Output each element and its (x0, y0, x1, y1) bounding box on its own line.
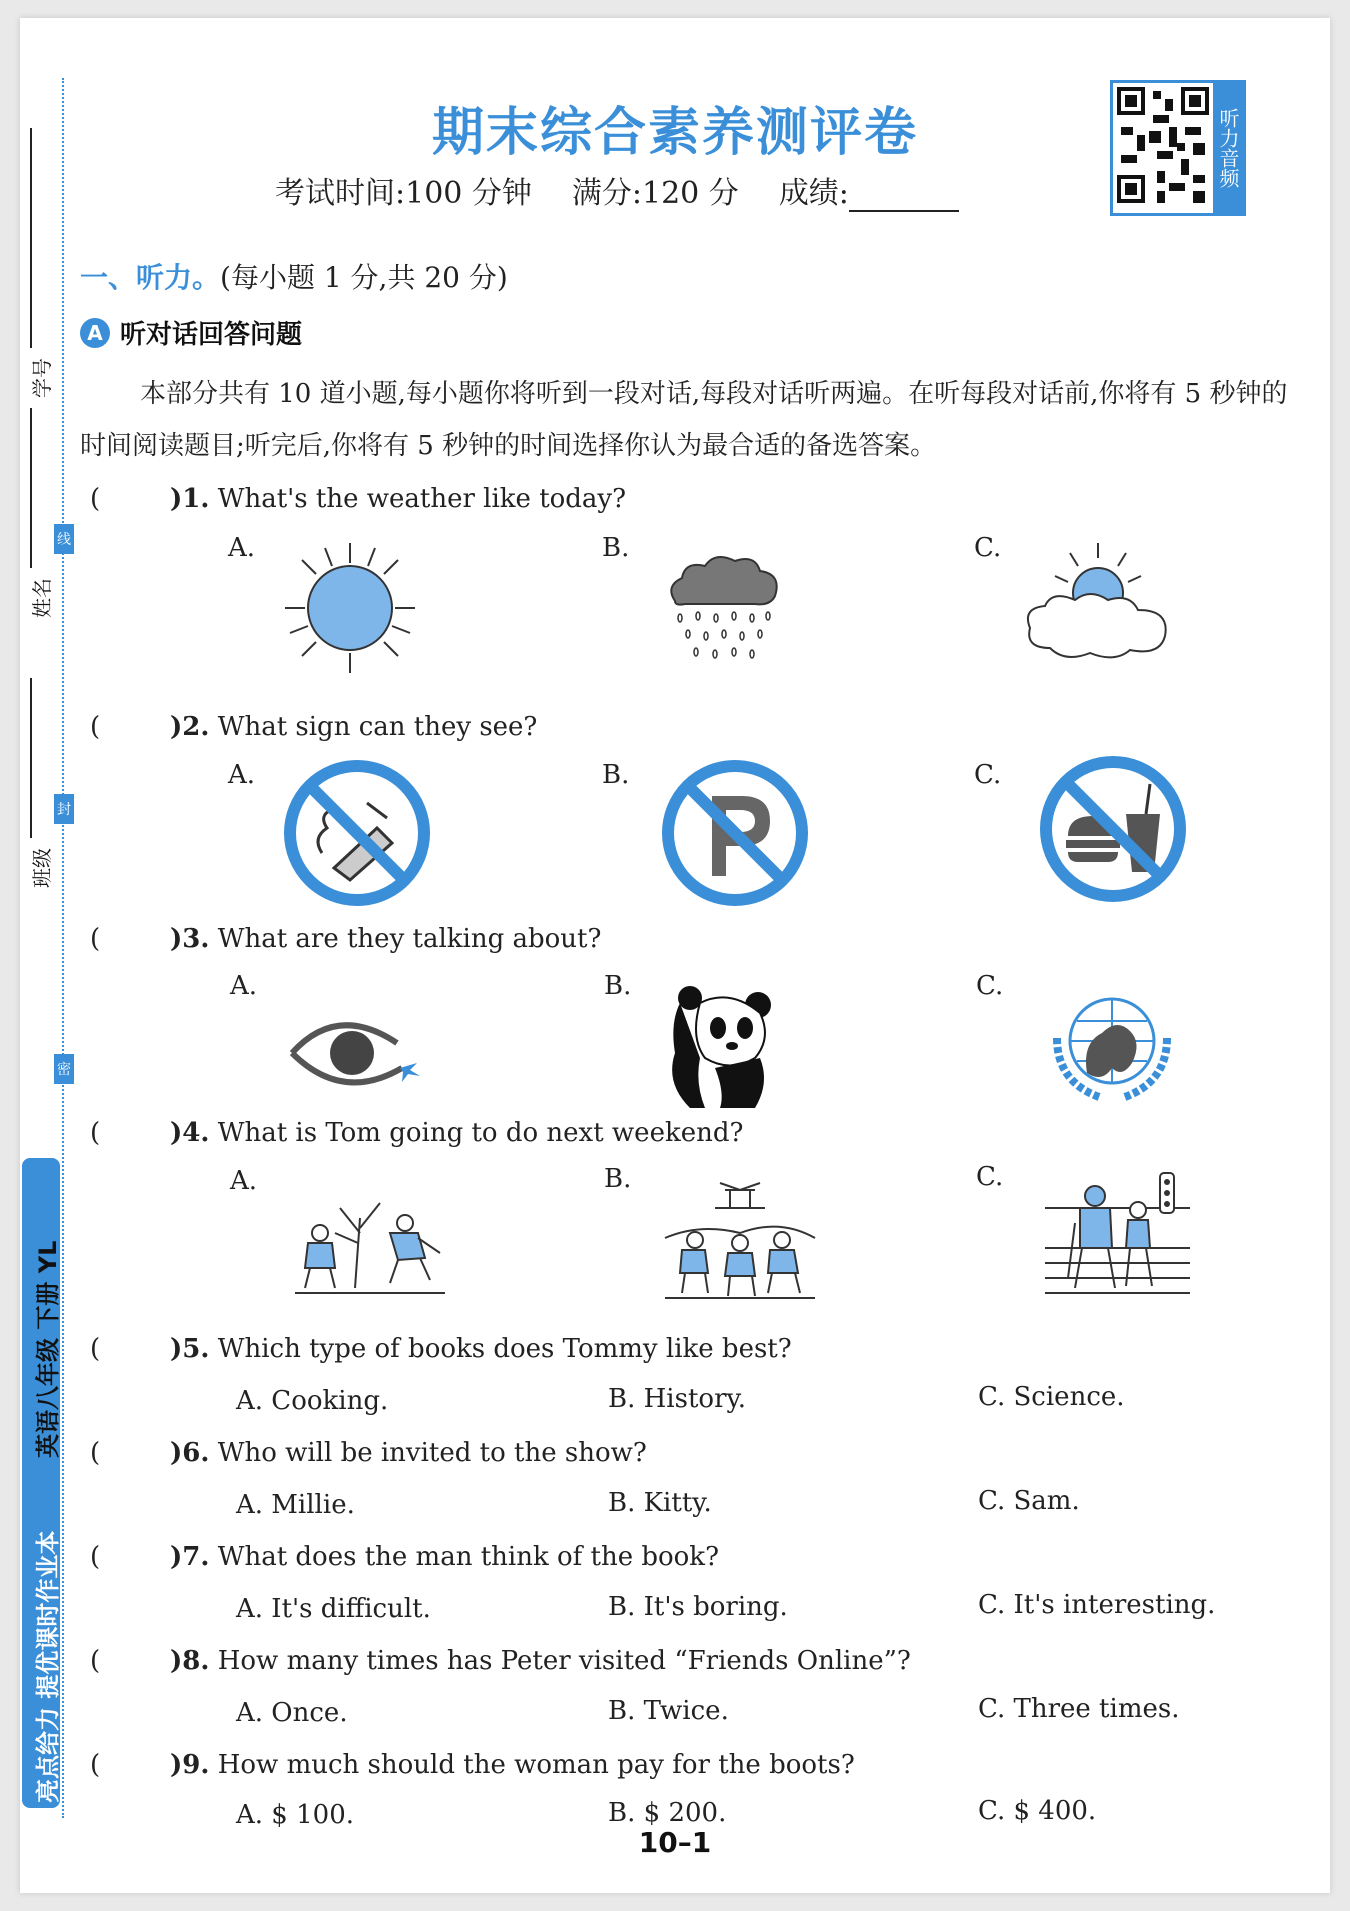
option-a: A. Cooking. (236, 1386, 389, 1416)
question-text: What does the man think of the book? (217, 1542, 720, 1572)
answer-blank[interactable]: ( (90, 1334, 101, 1364)
option-a: A. It's difficult. (236, 1594, 431, 1624)
question-number: )3. (170, 924, 210, 954)
instructions-text: 本部分共有 10 道小题,每小题你将听到一段对话,每段对话听两遍。在听每段对话前,你将有 5 秒钟的时间阅读题目;听完后,你将有 5 秒钟的时间选择你认为最合适的备选答案。 (80, 379, 1288, 461)
answer-blank[interactable]: ( (90, 1438, 101, 1468)
question-4 (90, 1118, 743, 1148)
helping-old-man-cross-road-illustration (1040, 1168, 1190, 1308)
full-marks: 满分:120 分 (571, 176, 739, 211)
eye-logo-icon (282, 1008, 432, 1098)
question-number: )6. (170, 1438, 210, 1468)
question-text: How many times has Peter visited “Friends Online”? (217, 1646, 911, 1676)
question-text: What's the weather like today? (217, 484, 627, 514)
qr-code-icon (1113, 83, 1213, 207)
question-9 (90, 1750, 855, 1780)
option-b: B. (604, 1164, 632, 1194)
question-text: Who will be invited to the show? (217, 1438, 647, 1468)
question-8 (90, 1646, 911, 1676)
question-number: )2. (170, 712, 210, 742)
option-a: A. (230, 971, 258, 1001)
page-number: 10–1 (638, 1826, 712, 1859)
question-7 (90, 1542, 719, 1572)
option-b: B. (602, 533, 630, 563)
option-a: A. (228, 533, 256, 563)
student-id-label: 学号 (30, 358, 54, 398)
instructions (80, 368, 1300, 472)
section-title: 一、听力。 (80, 261, 221, 294)
answer-blank[interactable]: ( (90, 712, 101, 742)
seal-mark-secret: 密 (54, 1054, 74, 1084)
sunny-icon (280, 538, 420, 678)
question-3 (90, 924, 601, 954)
option-b: B. (602, 760, 630, 790)
option-b: B. It's boring. (608, 1592, 788, 1622)
option-c: C. (976, 1162, 1004, 1192)
planting-trees-illustration (290, 1188, 450, 1298)
question-1 (90, 484, 626, 514)
question-6 (90, 1438, 647, 1468)
option-c: C. (974, 760, 1002, 790)
option-c: C. Science. (978, 1382, 1125, 1412)
name-underline (30, 408, 32, 568)
question-text: What sign can they see? (217, 712, 538, 742)
name-label: 姓名 (30, 578, 54, 618)
seal-mark-seal: 封 (54, 794, 74, 824)
option-b: B. History. (608, 1384, 746, 1414)
option-a: A. $ 100. (236, 1800, 355, 1830)
question-number: )4. (170, 1118, 210, 1148)
section-heading (80, 256, 508, 296)
option-a: A. (228, 760, 256, 790)
picking-up-litter-illustration (660, 1178, 820, 1308)
score-blank (849, 210, 959, 212)
answer-blank[interactable]: ( (90, 1542, 101, 1572)
question-text: What is Tom going to do next weekend? (217, 1118, 744, 1148)
option-a: A. Once. (236, 1698, 348, 1728)
question-number: )8. (170, 1646, 210, 1676)
question-text: What are they talking about? (217, 924, 602, 954)
option-c: C. Sam. (978, 1486, 1080, 1516)
part-badge: A (80, 318, 110, 348)
unicef-logo-icon (1042, 983, 1182, 1113)
rainy-cloud-icon (660, 546, 790, 666)
part-title: 听对话回答问题 (120, 320, 303, 350)
exam-time: 考试时间:100 分钟 (275, 176, 532, 211)
option-c: C. Three times. (978, 1694, 1180, 1724)
no-parking-sign-icon (660, 758, 810, 908)
class-underline (30, 678, 32, 838)
sun-behind-cloud-icon (1020, 538, 1180, 668)
brand-name: 亮点给力 提优课时作业本 (34, 1530, 62, 1803)
score-label: 成绩: (778, 176, 849, 211)
part-heading (80, 314, 302, 351)
no-smoking-sign-icon (282, 758, 432, 908)
option-b: B. Twice. (608, 1696, 729, 1726)
class-label: 班级 (30, 848, 54, 888)
section-points: (每小题 1 分,共 20 分) (220, 261, 508, 294)
option-c: C. (976, 971, 1004, 1001)
question-number: )9. (170, 1750, 210, 1780)
question-number: )1. (170, 484, 210, 514)
answer-blank[interactable]: ( (90, 924, 101, 954)
question-text: How much should the woman pay for the boots? (217, 1750, 855, 1780)
seal-mark-line: 线 (54, 524, 74, 554)
listening-audio-label: 听力音频 (1213, 83, 1243, 213)
answer-blank[interactable]: ( (90, 1750, 101, 1780)
option-b: B. $ 200. (608, 1798, 727, 1828)
answer-blank[interactable]: ( (90, 1646, 101, 1676)
book-name: 英语八年级 下册 YL (34, 1240, 62, 1458)
option-c: C. (974, 533, 1002, 563)
option-c: C. It's interesting. (978, 1590, 1216, 1620)
page-title: 期末综合素养测评卷 (431, 103, 918, 163)
option-c: C. $ 400. (978, 1796, 1097, 1826)
question-5 (90, 1334, 792, 1364)
panda-logo-icon (660, 983, 780, 1113)
question-2 (90, 712, 537, 742)
exam-page (20, 18, 1330, 1893)
option-a: A. (230, 1166, 258, 1196)
binding-sidebar (20, 18, 90, 1893)
option-b: B. Kitty. (608, 1488, 712, 1518)
qr-code-box[interactable] (1110, 80, 1246, 216)
answer-blank[interactable]: ( (90, 1118, 101, 1148)
option-b: B. (604, 971, 632, 1001)
no-food-drink-sign-icon (1038, 754, 1188, 904)
question-text: Which type of books does Tommy like best? (217, 1334, 792, 1364)
exam-info (275, 168, 999, 212)
question-number: )7. (170, 1542, 210, 1572)
option-a: A. Millie. (236, 1490, 355, 1520)
question-number: )5. (170, 1334, 210, 1364)
answer-blank[interactable]: ( (90, 484, 101, 514)
